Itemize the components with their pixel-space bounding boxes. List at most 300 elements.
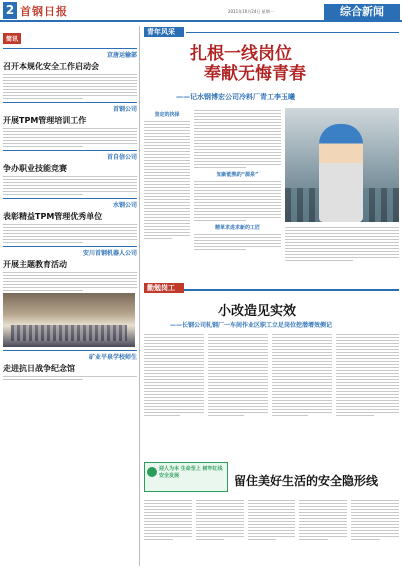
text-line [144, 379, 204, 380]
text-line [144, 403, 204, 404]
text-line [144, 136, 190, 137]
text-line [194, 237, 281, 238]
text-line [351, 500, 399, 501]
text-line [3, 89, 137, 90]
text-line [196, 515, 244, 516]
text-line [144, 163, 190, 164]
brief-title: 开展TPM管理培训工作 [3, 116, 87, 125]
text-line [144, 223, 190, 224]
text-line [194, 211, 281, 212]
text-line [144, 139, 190, 140]
text-line [3, 376, 137, 377]
text-line [208, 358, 268, 359]
text-line [194, 158, 281, 159]
text-line [144, 220, 190, 221]
text-line [3, 179, 137, 180]
safety-cross-icon [147, 467, 157, 477]
text-line [299, 515, 347, 516]
text-line [208, 409, 268, 410]
student-photo [3, 293, 135, 347]
text-line [248, 500, 296, 501]
text-line [194, 202, 281, 203]
text-line [144, 130, 190, 131]
text-line [144, 521, 192, 522]
brief-source: 首自信公司 [3, 150, 137, 161]
text-line [351, 518, 399, 519]
text-line [285, 227, 399, 228]
text-line [144, 202, 190, 203]
text-line [336, 403, 399, 404]
text-line [194, 240, 281, 241]
text-line [144, 373, 204, 374]
text-line [196, 518, 244, 519]
brief-source: 水钢公司 [3, 198, 137, 209]
safety-banner [144, 462, 228, 492]
text-line [194, 205, 281, 206]
text-line [351, 530, 399, 531]
text-line [3, 140, 137, 141]
text-line [194, 196, 281, 197]
text-line [3, 137, 137, 138]
text-line [272, 367, 332, 368]
text-line [285, 248, 399, 249]
text-line [208, 355, 268, 356]
text-line [144, 340, 204, 341]
text-line [336, 400, 399, 401]
text-line [196, 539, 225, 540]
text-line [285, 257, 399, 258]
text-line [144, 211, 190, 212]
brief-title: 走进抗日战争纪念馆 [3, 364, 75, 373]
text-line [272, 403, 332, 404]
text-line [285, 233, 399, 234]
text-line [351, 521, 399, 522]
text-line [144, 382, 204, 383]
story3-title: 留住美好生活的安全隐形线 [234, 474, 379, 488]
feature-subtitle: ——记水钢博宏公司冷料厂青工李玉曦 [176, 93, 295, 101]
text-line [194, 217, 281, 218]
text-line [194, 181, 281, 182]
section-label: 综合新闻 [324, 4, 400, 20]
text-line [144, 376, 204, 377]
text-line [144, 406, 204, 407]
text-line [208, 343, 268, 344]
text-line [144, 232, 190, 233]
text-line [144, 154, 190, 155]
text-line [272, 343, 332, 344]
text-line [144, 409, 204, 410]
text-line [299, 509, 347, 510]
text-line [144, 533, 192, 534]
text-line [3, 194, 83, 195]
text-line [272, 346, 332, 347]
text-line [144, 151, 190, 152]
text-line [248, 536, 296, 537]
text-line [248, 509, 296, 510]
feature-title [190, 44, 390, 84]
text-line [3, 242, 83, 243]
text-line [196, 536, 244, 537]
text-line [194, 119, 281, 120]
text-line [272, 373, 332, 374]
text-line [272, 358, 332, 359]
text-line [208, 406, 268, 407]
text-line [144, 121, 190, 122]
text-line [272, 349, 332, 350]
text-line [144, 172, 190, 173]
text-line [144, 394, 204, 395]
text-line [272, 334, 332, 335]
text-line [285, 251, 399, 252]
text-line [299, 518, 347, 519]
news-brief-column [3, 26, 137, 568]
text-line [336, 352, 399, 353]
text-line [351, 527, 399, 528]
text-line [3, 146, 83, 147]
feature-col-2 [194, 108, 281, 278]
text-line [194, 137, 281, 138]
text-line [194, 152, 281, 153]
text-line [144, 166, 190, 167]
brief-title: 争办职业技能竞赛 [3, 164, 67, 173]
feature-band-rule [186, 32, 399, 33]
feature-col-3 [285, 225, 399, 278]
text-line [336, 343, 399, 344]
text-line [3, 128, 137, 129]
text-line [336, 373, 399, 374]
text-line [336, 391, 399, 392]
text-line [3, 275, 137, 276]
text-line [208, 394, 268, 395]
text-line [194, 143, 281, 144]
brief-source: 首钢公司 [3, 102, 137, 113]
text-line [285, 254, 399, 255]
text-line [144, 500, 192, 501]
text-line [194, 167, 246, 168]
text-line [336, 412, 399, 413]
text-line [144, 229, 190, 230]
text-line [144, 142, 190, 143]
text-line [299, 500, 347, 501]
text-line [208, 361, 268, 362]
feature-headline-2: 知新能熟的“源泉” [216, 172, 259, 178]
text-line [144, 184, 190, 185]
text-line [194, 246, 281, 247]
text-line [336, 409, 399, 410]
text-line [272, 394, 332, 395]
text-line [272, 406, 332, 407]
text-line [336, 379, 399, 380]
text-line [144, 226, 190, 227]
text-line [272, 397, 332, 398]
text-line [285, 260, 353, 261]
text-line [144, 358, 204, 359]
text-line [299, 503, 347, 504]
story2-subtitle: ——长钢公司轧钢厂一车间作业区职工立足岗位挖潜增效侧记 [170, 322, 333, 329]
text-line [144, 343, 204, 344]
text-line [336, 337, 399, 338]
text-line [194, 134, 281, 135]
text-line [208, 352, 268, 353]
text-line [208, 403, 268, 404]
text-line [336, 394, 399, 395]
text-line [285, 239, 399, 240]
text-line [248, 533, 296, 534]
text-line [144, 208, 190, 209]
text-line [144, 509, 192, 510]
text-line [351, 533, 399, 534]
text-line [208, 412, 268, 413]
feature-headline-3: 精革求进求新的工匠 [214, 225, 260, 231]
story2-col-2 [208, 332, 268, 452]
text-line [144, 367, 204, 368]
text-line [208, 385, 268, 386]
text-line [144, 145, 190, 146]
text-line [144, 169, 190, 170]
text-line [144, 524, 192, 525]
text-line [351, 524, 399, 525]
text-line [194, 131, 281, 132]
text-line [3, 227, 137, 228]
text-line [3, 77, 137, 78]
brief-title: 表彰精益TPM管理优秀单位 [3, 212, 103, 221]
text-line [3, 143, 137, 144]
text-line [351, 509, 399, 510]
text-line [248, 512, 296, 513]
text-line [272, 400, 332, 401]
text-line [351, 512, 399, 513]
text-line [336, 388, 399, 389]
text-line [272, 415, 308, 416]
text-line [3, 290, 83, 291]
text-line [208, 391, 268, 392]
text-line [285, 236, 399, 237]
text-line [336, 415, 374, 416]
text-line [144, 370, 204, 371]
text-line [336, 406, 399, 407]
brief-source: 矿业平泉学校师生 [3, 350, 137, 361]
story2-col-4 [336, 332, 399, 452]
text-line [196, 530, 244, 531]
text-line [194, 234, 281, 235]
text-line [194, 128, 281, 129]
text-line [336, 370, 399, 371]
text-line [196, 503, 244, 504]
text-line [144, 415, 180, 416]
text-line [3, 272, 137, 273]
text-line [144, 355, 204, 356]
story2-col-1 [144, 332, 204, 452]
text-line [336, 385, 399, 386]
text-line [272, 376, 332, 377]
text-line [208, 337, 268, 338]
text-line [194, 184, 281, 185]
text-line [272, 364, 332, 365]
text-line [272, 361, 332, 362]
text-line [3, 281, 137, 282]
column-divider [139, 26, 140, 566]
text-line [144, 530, 192, 531]
text-line [194, 190, 281, 191]
text-line [336, 346, 399, 347]
text-line [272, 379, 332, 380]
brief-source: 京唐运输部 [3, 48, 137, 59]
text-line [351, 539, 380, 540]
text-line [299, 512, 347, 513]
text-line [3, 233, 137, 234]
feature-title-line2: 奉献无悔青春 [204, 64, 306, 84]
text-line [196, 533, 244, 534]
text-line [3, 236, 137, 237]
text-line [299, 536, 347, 537]
text-line [144, 190, 190, 191]
brief-title: 召开本规化安全工作启动会 [3, 62, 99, 71]
text-line [144, 124, 190, 125]
text-line [248, 515, 296, 516]
dateline: 2011年10月24日 星期一 [228, 9, 274, 14]
text-line [194, 155, 281, 156]
text-line [194, 113, 281, 114]
text-line [196, 509, 244, 510]
text-line [144, 337, 204, 338]
story3-body [144, 498, 399, 566]
text-line [351, 503, 399, 504]
text-line [194, 208, 281, 209]
feature-col-1 [144, 108, 190, 278]
text-line [285, 242, 399, 243]
text-line [3, 83, 137, 84]
worker-photo [285, 108, 399, 222]
text-line [336, 349, 399, 350]
text-line [3, 287, 137, 288]
text-line [144, 349, 204, 350]
text-line [196, 506, 244, 507]
text-line [144, 238, 172, 239]
text-line [3, 284, 137, 285]
text-line [248, 506, 296, 507]
text-line [208, 376, 268, 377]
text-line [144, 196, 190, 197]
text-line [248, 524, 296, 525]
text-line [3, 74, 137, 75]
text-line [272, 340, 332, 341]
text-line [3, 131, 137, 132]
text-line [144, 127, 190, 128]
text-line [208, 388, 268, 389]
text-line [144, 352, 204, 353]
text-line [194, 110, 281, 111]
text-line [272, 388, 332, 389]
text-line [285, 245, 399, 246]
text-line [272, 391, 332, 392]
text-line [248, 521, 296, 522]
story2-title: 小改造见实效 [218, 304, 297, 319]
text-line [3, 86, 137, 87]
text-line [144, 181, 190, 182]
text-line [336, 358, 399, 359]
text-line [194, 199, 281, 200]
text-line [144, 506, 192, 507]
text-line [144, 412, 204, 413]
text-line [144, 187, 190, 188]
text-line [336, 340, 399, 341]
text-line [208, 364, 268, 365]
text-line [144, 217, 190, 218]
text-line [299, 530, 347, 531]
story2-band-tag: 勤勉岗工 [144, 283, 184, 293]
text-line [3, 278, 137, 279]
text-line [299, 506, 347, 507]
text-line [351, 506, 399, 507]
text-line [144, 385, 204, 386]
page-number: 2 [3, 2, 17, 19]
text-line [336, 382, 399, 383]
text-line [194, 146, 281, 147]
brief-title: 开展主题教育活动 [3, 260, 67, 269]
text-line [299, 521, 347, 522]
text-line [3, 230, 137, 231]
text-line [3, 134, 137, 135]
text-line [208, 340, 268, 341]
text-line [194, 122, 281, 123]
text-line [3, 191, 137, 192]
text-line [194, 125, 281, 126]
text-line [208, 346, 268, 347]
text-line [208, 370, 268, 371]
text-line [144, 193, 190, 194]
feature-headline-1: 坚定的抉择 [154, 112, 180, 118]
text-line [144, 536, 192, 537]
text-line [144, 364, 204, 365]
story2-col-3 [272, 332, 332, 452]
text-line [299, 533, 347, 534]
text-line [194, 164, 281, 165]
text-line [299, 524, 347, 525]
feature-title-line1: 扎根一线岗位 [190, 44, 292, 64]
text-line [3, 188, 137, 189]
text-line [272, 352, 332, 353]
text-line [194, 214, 281, 215]
text-line [144, 178, 190, 179]
text-line [351, 515, 399, 516]
text-line [208, 400, 268, 401]
text-line [336, 361, 399, 362]
text-line [3, 224, 137, 225]
text-line [336, 397, 399, 398]
text-line [194, 161, 281, 162]
text-line [272, 412, 332, 413]
text-line [208, 367, 268, 368]
masthead: 首钢日报 [20, 5, 68, 18]
text-line [144, 199, 190, 200]
text-line [272, 355, 332, 356]
text-line [208, 382, 268, 383]
text-line [248, 527, 296, 528]
text-line [336, 334, 399, 335]
text-line [272, 382, 332, 383]
text-line [208, 334, 268, 335]
text-line [144, 503, 192, 504]
text-line [285, 230, 399, 231]
text-line [144, 160, 190, 161]
text-line [248, 539, 277, 540]
text-line [194, 116, 281, 117]
brief-tag: 简讯 [3, 33, 21, 44]
text-line [3, 182, 137, 183]
text-line [194, 220, 246, 221]
text-line [208, 397, 268, 398]
text-line [336, 364, 399, 365]
